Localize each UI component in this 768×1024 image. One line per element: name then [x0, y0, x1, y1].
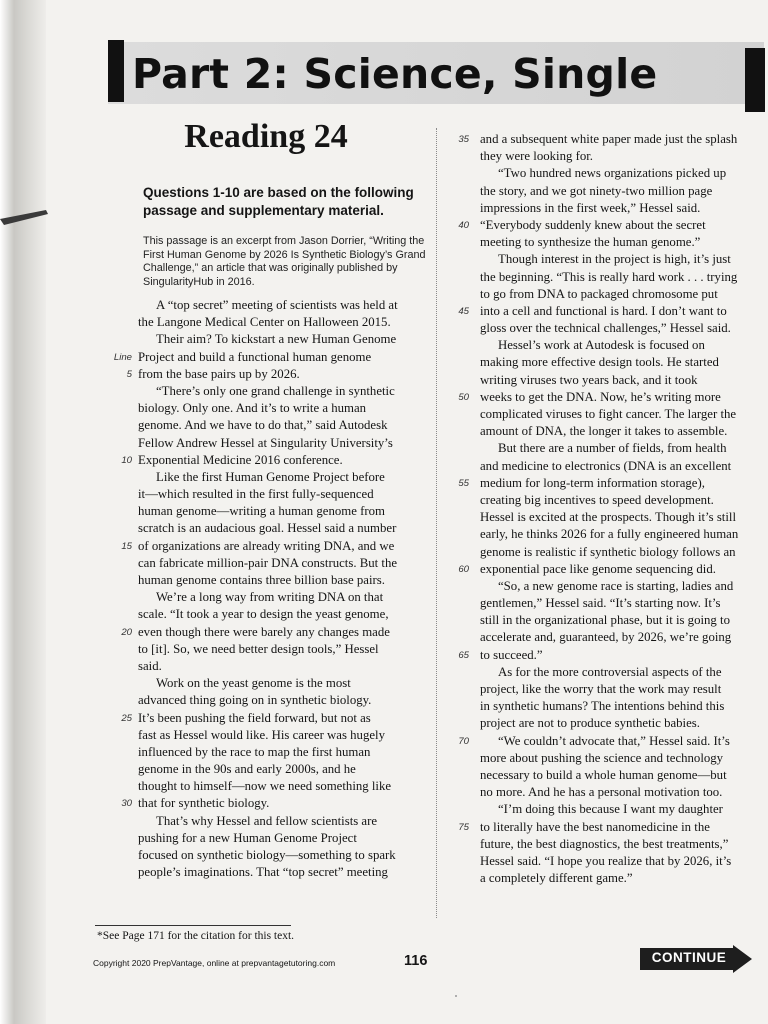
- line-number: 35: [458, 134, 469, 145]
- line-text: Exponential Medicine 2016 conference.: [138, 452, 343, 467]
- passage-line: [480, 629, 760, 646]
- passage-line: [126, 366, 420, 383]
- line-text: Like the first Human Genome Project before: [156, 469, 385, 484]
- line-text: “There’s only one grand challenge in synthetic: [156, 383, 395, 398]
- passage-line: [480, 200, 760, 217]
- passage-line: [480, 372, 760, 389]
- line-text: Their aim? To kickstart a new Human Genome: [156, 332, 397, 347]
- line-number: Line: [113, 351, 132, 363]
- line-text: creating big incentives to speed development.: [480, 492, 714, 507]
- passage-line: [138, 589, 420, 606]
- passage-line: [458, 475, 760, 492]
- line-text: said.: [138, 658, 162, 673]
- passage-line: [480, 458, 760, 475]
- line-text: “So, a new genome race is starting, ladies and: [498, 578, 734, 593]
- line-number: 5: [126, 368, 132, 380]
- passage-line: [480, 767, 760, 784]
- line-text: But there are a number of fields, from health: [498, 441, 727, 456]
- line-number: 45: [458, 305, 469, 317]
- passage-line: [458, 819, 760, 836]
- passage-line: [480, 612, 760, 629]
- line-text: scratch is an audacious goal. Hessel said a number: [138, 521, 397, 536]
- line-number: 55: [458, 477, 469, 489]
- line-text: amount of DNA, the longer it takes to assemble.: [480, 424, 728, 439]
- footnote-rule: [95, 925, 291, 926]
- line-text: and a subsequent white paper made just the splash: [480, 132, 738, 146]
- line-text: genome is realistic if synthetic biology follows an: [480, 544, 736, 559]
- line-text: genome in the 90s and early 2000s, and he: [138, 762, 356, 777]
- line-text: into a cell and functional is hard. I don’t want to: [480, 303, 727, 318]
- line-text: that for synthetic biology.: [138, 796, 270, 811]
- line-text: a completely different game.”: [480, 871, 633, 886]
- header-left-block: [108, 40, 124, 102]
- line-number: 25: [121, 712, 132, 724]
- passage-line: [458, 389, 760, 406]
- line-text: to [it]. So, we need better design tools,” Hessel: [138, 641, 379, 656]
- line-text: fast as Hessel would like. His career was hugely: [138, 727, 385, 742]
- paper-speck: [455, 995, 457, 997]
- line-text: accelerate and, guaranteed, by 2026, we’re going: [480, 630, 732, 645]
- line-text: project are not to produce synthetic babies.: [480, 716, 700, 731]
- line-text: it—which resulted in the first fully-sequenced: [138, 487, 374, 502]
- line-text: no more. And he has a personal motivation too.: [480, 785, 723, 800]
- line-text: weeks to get the DNA. Now, he’s writing more: [480, 389, 721, 404]
- line-text: they were looking for.: [480, 149, 594, 164]
- line-text: We’re a long way from writing DNA on that: [156, 590, 384, 605]
- line-text: exponential pace like genome sequencing did.: [480, 561, 716, 576]
- passage-line: [138, 520, 420, 537]
- line-text: early, he thinks 2026 for a fully engineered human: [480, 527, 739, 542]
- passage-line: [121, 795, 420, 812]
- line-text: It’s been pushing the field forward, but not as: [138, 710, 371, 725]
- column-divider: [436, 128, 437, 918]
- passage-line: [138, 864, 420, 881]
- passage-line: [480, 715, 760, 732]
- line-text: gloss over the technical challenges,” Hessel said.: [480, 321, 731, 336]
- line-number: 40: [458, 219, 469, 231]
- line-text: pushing for a new Human Genome Project: [138, 830, 357, 845]
- passage-line: [458, 647, 760, 664]
- passage-line: [138, 778, 420, 795]
- passage-line: [138, 847, 420, 864]
- passage-line: [138, 400, 420, 417]
- passage-line: [458, 561, 760, 578]
- passage-line: [480, 681, 760, 698]
- line-text: influenced by the race to map the first human: [138, 744, 371, 759]
- passage-line: [458, 733, 760, 750]
- passage-line: [138, 658, 420, 675]
- passage-line: [138, 417, 420, 434]
- passage-line: [138, 383, 420, 400]
- passage-line: [480, 423, 760, 440]
- line-text: scale. “It took a year to design the yeast genome,: [138, 607, 389, 622]
- line-text: even though there were barely any changes made: [138, 624, 390, 639]
- passage-line: [458, 131, 760, 148]
- passage-line: [113, 349, 420, 366]
- passage-line: [138, 435, 420, 452]
- line-text: thought to himself—now we need something like: [138, 779, 392, 794]
- passage-line: [480, 784, 760, 801]
- passage-line: [458, 303, 760, 320]
- passage-line: [138, 469, 420, 486]
- line-text: the beginning. “This is really hard work . . . trying: [480, 269, 738, 284]
- passage-line: [138, 503, 420, 520]
- line-text: impressions in the first week,” Hessel said.: [480, 200, 701, 215]
- line-text: “We couldn’t advocate that,” Hessel said. It’s: [498, 733, 730, 748]
- continue-label: CONTINUE: [651, 950, 727, 965]
- line-text: to literally have the best nanomedicine in the: [480, 819, 710, 834]
- passage-line: [480, 750, 760, 767]
- line-text: more about pushing the science and technology: [480, 750, 724, 765]
- passage-line: [480, 526, 760, 543]
- copyright: Copyright 2020 PrepVantage, online at prepvantagetutoring.com: [93, 958, 336, 968]
- line-text: “Two hundred news organizations picked up: [498, 166, 727, 181]
- header-right-block: [745, 48, 765, 112]
- passage-line: [480, 286, 760, 303]
- passage-line: [121, 538, 420, 555]
- line-text: from the base pairs up by 2026.: [138, 366, 300, 381]
- line-text: project, like the worry that the work may result: [480, 682, 722, 696]
- line-text: and medicine to electronics (DNA is an excellent: [480, 458, 732, 473]
- line-text: to go from DNA to packaged chromosome put: [480, 286, 718, 301]
- passage-line: [480, 165, 760, 182]
- passage-line: [138, 830, 420, 847]
- passage-line: [458, 217, 760, 234]
- passage-line: [138, 606, 420, 623]
- passage-line: [480, 578, 760, 595]
- line-number: 60: [458, 563, 469, 575]
- page-number: 116: [404, 953, 428, 969]
- line-text: A “top secret” meeting of scientists was held at: [156, 298, 398, 312]
- passage-line: [121, 710, 420, 727]
- line-text: still in the organizational phase, but it is going to: [480, 613, 730, 628]
- line-text: necessary to build a whole human genome—but: [480, 767, 727, 782]
- line-text: Hessel’s work at Autodesk is focused on: [498, 338, 705, 353]
- passage-line: [480, 698, 760, 715]
- line-text: writing viruses two years back, and it took: [480, 372, 698, 387]
- passage-line: [138, 555, 420, 572]
- line-text: focused on synthetic biology—something to spark: [138, 848, 396, 862]
- line-text: future, the best diagnostics, the best treatments,”: [480, 836, 729, 851]
- line-number: 70: [458, 735, 469, 747]
- line-text: “I’m doing this because I want my daughter: [498, 802, 723, 817]
- line-text: human genome—writing a human genome from: [138, 504, 385, 519]
- passage-line: [480, 801, 760, 818]
- footnote: *See Page 171 for the citation for this text.: [97, 930, 295, 942]
- passage-line: [138, 744, 420, 761]
- line-text: making more effective design tools. He started: [480, 355, 719, 370]
- passage-line: [138, 331, 420, 348]
- passage-line: [480, 406, 760, 423]
- line-text: As for the more controversial aspects of the: [498, 664, 722, 679]
- passage-line: [138, 314, 420, 331]
- line-text: Though interest in the project is high, it’s just: [498, 252, 731, 267]
- passage-line: [480, 337, 760, 354]
- passage-line: [138, 761, 420, 778]
- passage-line: [138, 692, 420, 709]
- part-title: Part 2: Science, Single: [132, 50, 658, 98]
- passage-line: [480, 440, 760, 457]
- passage-column-right: [458, 131, 760, 887]
- line-number: 15: [121, 540, 132, 552]
- line-text: to succeed.”: [480, 647, 543, 662]
- line-text: human genome contains three billion base pairs.: [138, 573, 385, 587]
- line-text: Hessel is excited at the prospects. Though it’s still: [480, 510, 737, 525]
- line-text: the Langone Medical Center on Halloween 2015.: [138, 315, 391, 330]
- passage-line: [480, 870, 760, 887]
- passage-line: [121, 624, 420, 641]
- line-text: biology. Only one. And it’s to write a human: [138, 401, 367, 416]
- line-number: 30: [121, 798, 132, 810]
- line-text: Project and build a functional human genome: [138, 349, 372, 364]
- passage-line: [480, 320, 760, 337]
- line-text: can fabricate million-pair DNA constructs. But the: [138, 555, 398, 570]
- passage-line: [480, 148, 760, 165]
- passage-line: [138, 675, 420, 692]
- passage-line: [480, 595, 760, 612]
- passage-line: [480, 492, 760, 509]
- passage-line: [138, 297, 420, 314]
- line-text: Fellow Andrew Hessel at Singularity University’s: [138, 435, 393, 450]
- passage-line: [480, 354, 760, 371]
- margin-mark: [0, 205, 50, 227]
- line-text: gentlemen,” Hessel said. “It’s starting now. It’s: [480, 596, 721, 611]
- line-number: 65: [458, 649, 469, 661]
- line-text: people’s imaginations. That “top secret” meeting: [138, 865, 388, 880]
- passage-line: [480, 183, 760, 200]
- reading-title: Reading 24: [184, 118, 348, 155]
- line-text: meeting to synthesize the human genome.”: [480, 235, 701, 250]
- questions-heading: Questions 1-10 are based on the following passage and supplementary material.: [143, 185, 414, 218]
- page-edge-shadow: [0, 0, 46, 1024]
- line-text: the story, and we got ninety-two million page: [480, 183, 713, 198]
- passage-line: [480, 853, 760, 870]
- passage-line: [480, 269, 760, 286]
- line-number: 50: [458, 391, 469, 403]
- passage-line: [138, 813, 420, 830]
- passage-column-left: [113, 297, 420, 881]
- line-text: medium for long-term information storage),: [480, 475, 705, 490]
- passage-line: [480, 509, 760, 526]
- line-text: in synthetic humans? The intentions behind this: [480, 699, 725, 714]
- line-number: 75: [458, 821, 469, 833]
- line-text: advanced thing going on in synthetic biology.: [138, 693, 372, 708]
- passage-line: [480, 234, 760, 251]
- passage-line: [138, 486, 420, 503]
- line-text: Work on the yeast genome is the most: [156, 676, 351, 691]
- line-text: of organizations are already writing DNA, and we: [138, 538, 395, 553]
- continue-button[interactable]: [640, 945, 752, 973]
- passage-line: [480, 836, 760, 853]
- line-number: 20: [121, 626, 132, 638]
- line-text: That’s why Hessel and fellow scientists are: [156, 813, 378, 828]
- source-note: This passage is an excerpt from Jason Dorrier, “Writing the First Human Genome by 2026 Is Synthetic Biology’s Grand Challenge,” an article that was originally published by SingularityHub in 2016.: [143, 235, 426, 288]
- line-number: 10: [121, 454, 132, 466]
- line-text: “Everybody suddenly knew about the secret: [480, 217, 706, 232]
- passage-line: [121, 452, 420, 469]
- passage-line: [138, 572, 420, 589]
- line-text: complicated viruses to fight cancer. The larger the: [480, 407, 737, 421]
- passage-line: [480, 664, 760, 681]
- passage-line: [480, 544, 760, 561]
- line-text: Hessel said. “I hope you realize that by 2026, it’s: [480, 853, 732, 868]
- passage-line: [480, 251, 760, 268]
- passage-line: [138, 727, 420, 744]
- line-text: genome. And we have to do that,” said Autodesk: [138, 418, 388, 433]
- passage-line: [138, 641, 420, 658]
